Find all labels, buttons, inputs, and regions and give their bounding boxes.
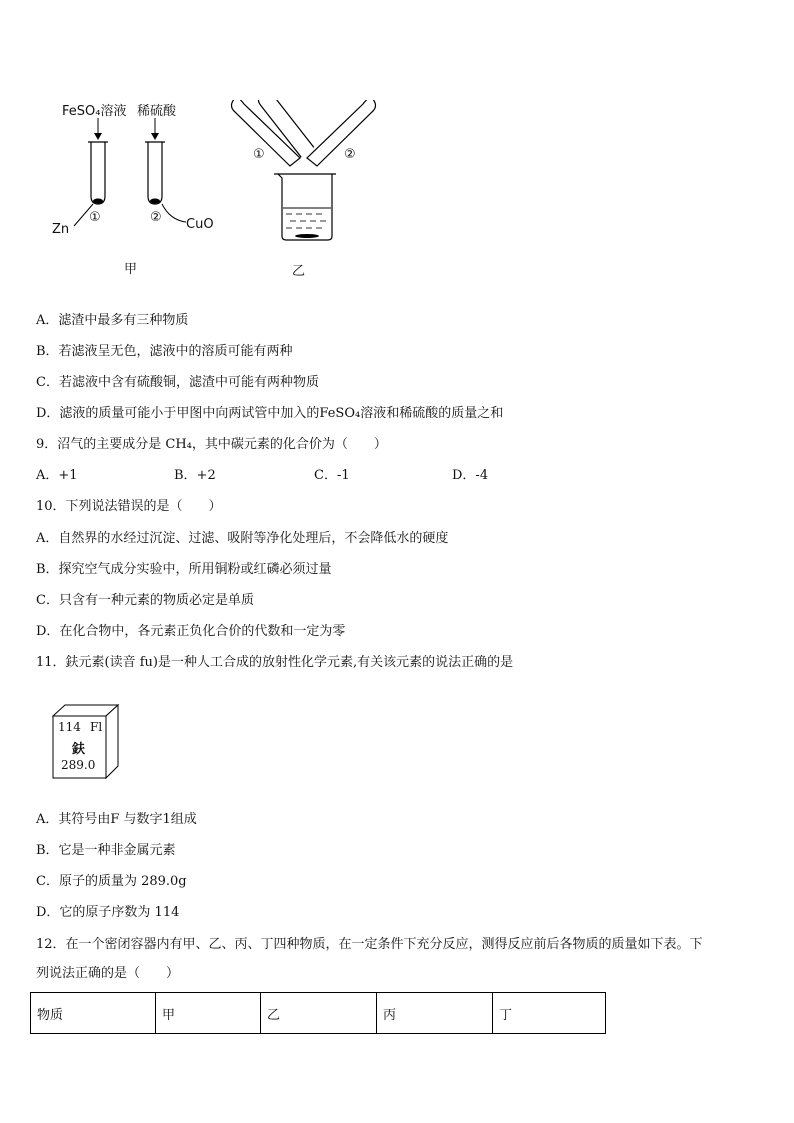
q9-option-c: C．-1 (314, 468, 350, 483)
table-header-cell: 丙 (377, 993, 493, 1034)
q10-option-a: A．自然界的水经过沉淀、过滤、吸附等净化处理后，不会降低水的硬度 (36, 531, 449, 546)
mass-table (30, 992, 606, 1034)
q8-option-d: D．滤液的质量可能小于甲图中向两试管中加入的FeSO₄溶液和稀硫酸的质量之和 (36, 406, 504, 421)
table-header-cell: 甲 (156, 993, 261, 1034)
tube2-number: ② (150, 210, 162, 225)
q9-stem: 9．沼气的主要成分是 CH₄，其中碳元素的化合价为（ ） (36, 437, 387, 452)
element-number: 114 (58, 720, 81, 734)
cuo-label: CuO (186, 217, 214, 232)
feso4-label: FeSO₄溶液 (62, 104, 127, 119)
q10-stem: 10．下列说法错误的是（ ） (36, 499, 222, 514)
figure-caption-yi: 乙 (292, 264, 306, 279)
element-mass: 289.0 (61, 758, 96, 772)
periodic-element-card (52, 704, 118, 776)
q9-options (36, 467, 596, 485)
q8-option-a: A．滤渣中最多有三种物质 (36, 313, 189, 328)
q10-option-c: C．只含有一种元素的物质必定是单质 (36, 593, 254, 608)
q11-option-b: B．它是一种非金属元素 (36, 843, 176, 858)
q8-option-b: B．若滤液呈无色，滤液中的溶质可能有两种 (36, 344, 293, 359)
q8-option-c: C．若滤液中含有硫酸铜，滤渣中可能有两种物质 (36, 375, 319, 390)
q11-option-d: D．它的原子序数为 114 (36, 905, 180, 920)
tilted-tube2-number: ② (344, 147, 356, 162)
q9-option-a: A．+1 (36, 468, 78, 483)
tube1-number: ① (89, 210, 101, 225)
q11-option-c: C．原子的质量为 289.0g (36, 874, 187, 889)
zn-label: Zn (52, 222, 70, 237)
q12-stem-line1: 12．在一个密闭容器内有甲、乙、丙、丁四种物质，在一定条件下充分反应，测得反应前后各物质的质量如下表。下 (36, 937, 703, 952)
element-symbol: Fl (90, 720, 103, 734)
figure-caption-jia: 甲 (124, 262, 138, 277)
q12-stem-line2: 列说法正确的是（ ） (36, 966, 180, 981)
table-header-cell: 丁 (493, 993, 606, 1034)
q10-option-b: B．探究空气成分实验中，所用铜粉或红磷必须过量 (36, 562, 332, 577)
q11-stem: 11．鈇元素(读音 fu)是一种人工合成的放射性化学元素,有关该元素的说法正确的是 (36, 655, 514, 670)
apparatus-drawing (30, 100, 430, 280)
q9-option-d: D．-4 (452, 468, 489, 483)
q11-option-a: A．其符号由F 与数字1组成 (36, 812, 197, 827)
table-header-cell: 乙 (261, 993, 377, 1034)
tilted-tube1-number: ① (253, 147, 265, 162)
q9-option-b: B．+2 (174, 468, 216, 483)
sulfuric-acid-label: 稀硫酸 (137, 104, 177, 119)
table-row (31, 993, 606, 1034)
q10-option-d: D．在化合物中，各元素正负化合价的代数和一定为零 (36, 624, 346, 639)
table-header-cell: 物质 (31, 993, 156, 1034)
element-name: 鈇 (72, 742, 86, 757)
